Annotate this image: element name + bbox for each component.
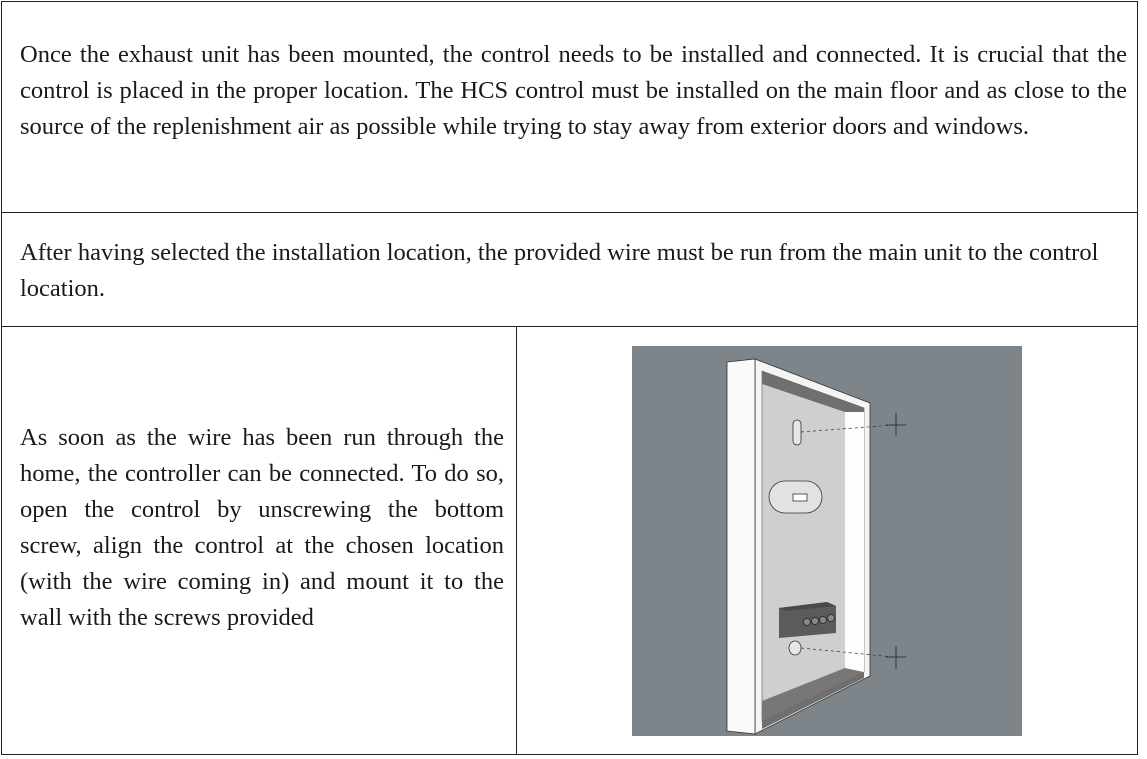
control-mounting-illustration <box>632 346 1022 736</box>
row-mount-control <box>2 327 1137 754</box>
row-control-location <box>2 2 1137 213</box>
paragraph-control-location: Once the exhaust unit has been mounted, the control needs to be installed and connected. It is crucial that the control is placed in the proper location. The HCS control must be installed on the main floor and as close to the source of the replenishment air as possible while trying to stay away from exterior doors and windows. <box>20 41 1127 140</box>
keyhole-slot-icon <box>793 420 801 445</box>
instruction-table <box>1 1 1138 755</box>
cell-figure <box>516 327 1137 754</box>
row-wire-run <box>2 213 1137 327</box>
terminal-block-icon <box>779 602 836 638</box>
cell-instructions <box>2 327 517 754</box>
paragraph-mount-control: As soon as the wire has been run through the home, the controller can be connected. To do so, open the control by unscrewing the bottom screw, align the control at the chosen location (with the wire coming in) and mount it to the wall with the screws provided <box>20 424 504 631</box>
paragraph-wire-run: After having selected the installation location, the provided wire must be run from the main unit to the control location. <box>20 239 1099 302</box>
